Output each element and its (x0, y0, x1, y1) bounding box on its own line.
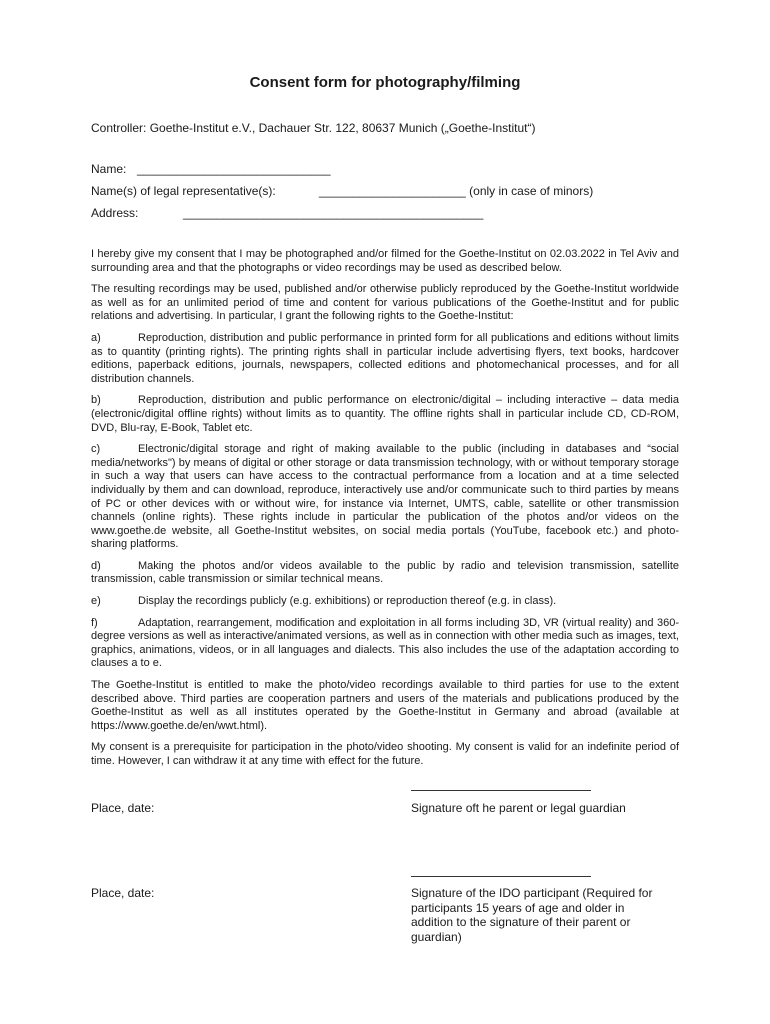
third-parties-paragraph: The Goethe-Institut is entitled to make the photo/video recordings available to third parties for use to the extent described above. Third parties are cooperation partners and users of the materials and publications produced by the Goethe-Institut as well as all institutes operated by the Goethe-Institut in Germany and abroad (available at https://www.goethe.de/en/wwt.html). (91, 679, 679, 732)
right-letter: f) (91, 616, 98, 629)
right-item-a (91, 332, 679, 386)
right-text: Display the recordings publicly (e.g. exhibitions) or reproduction thereof (e.g. in class). (138, 595, 557, 608)
right-text: Reproduction, distribution and public performance on electronic/digital – including interactive – data media (electronic/digital offline rights) without limits as to quantity. The offline rights shall in particular include CD, CD-ROM, DVD, Blu-ray, E-Book, Tablet etc. (91, 394, 679, 434)
right-text: Reproduction, distribution and public performance in printed form for all publications and editions without limits as to quantity (printing rights). The printing rights shall in particular include advertising flyers, text books, hardcover editions, paperback editions, journals, newspapers, collected editions and photomechanical processes, and for all distribution channels. (91, 331, 679, 385)
right-text: Electronic/digital storage and right of making available to the public (including in databases and “social media/networks") by means of digital or other storage or data transmission technology, with or without temporary storage in such a way that users can have access to the contractual performance from a location and at a time selected individually by them and can download, reproduce, interactively use and/or communicate such to third parties by means of PC or other devices with or without wire, for instance via Internet, UMTS, cable, satellite or other transmission channels (online rights). These rights include in particular the publication of the photos and/or videos on the www.goethe.de website, all Goethe-Institut websites, on social media portals (YouTube, facebook etc.) and photo-sharing platforms. (91, 443, 679, 551)
parent-signature-line[interactable] (411, 790, 591, 791)
right-letter: e) (91, 595, 101, 608)
participant-signature-line[interactable] (411, 876, 591, 877)
right-letter: b) (91, 394, 101, 407)
right-letter: a) (91, 331, 101, 344)
right-item-c (91, 443, 679, 552)
consent-body (91, 248, 679, 777)
right-text: Making the photos and/or videos available to the public by radio and television transmission, satellite transmission, cable transmission or similar technical means. (91, 559, 679, 586)
right-item-d (91, 560, 679, 587)
right-text: Adaptation, rearrangement, modification and exploitation in all forms including 3D, VR (virtual reality) and 360-degree versions as well as interactive/animated versions, as well as in connection with other media such as images, text, graphics, animations, videos, or in all languages and dialects. This also includes the use of the adaptation according to clauses a to e. (91, 616, 679, 670)
right-item-b (91, 394, 679, 435)
consent-paragraph: I hereby give my consent that I may be photographed and/or filmed for the Goethe-Institut on 02.03.2022 in Tel Aviv and surrounding area and that the photographs or video recordings may be used as described below. (91, 248, 679, 274)
place-date-label-1: Place, date: (91, 801, 155, 815)
legal-representative-label: Name(s) of legal representative(s): (91, 184, 276, 198)
right-letter: d) (91, 559, 101, 572)
usage-paragraph: The resulting recordings may be used, published and/or otherwise publicly reproduced by the Goethe-Institut worldwide as well as for an unlimited period of time and content for various publications of the Goethe-Institut and for public relations and advertising. In particular, I grant the following rights to the Goethe-Institut: (91, 283, 679, 323)
legal-representative-field[interactable]: ______________________ (only in case of minors) (319, 184, 594, 198)
place-date-label-2: Place, date: (91, 886, 155, 900)
right-item-f (91, 617, 679, 671)
parent-signature-label: Signature oft he parent or legal guardian (411, 801, 626, 815)
participant-signature-label: Signature of the IDO participant (Required for participants 15 years of age and older in addition to the signature of their parent or guardian) (411, 886, 653, 944)
name-label: Name: (91, 162, 127, 176)
right-letter: c) (91, 443, 101, 456)
address-field[interactable]: _____________________________________________ (183, 206, 484, 220)
name-field[interactable]: _____________________________ (137, 162, 331, 176)
prerequisite-paragraph: My consent is a prerequisite for participation in the photo/video shooting. My consent is valid for an indefinite period of time. However, I can withdraw it at any time with effect for the future. (91, 741, 679, 767)
address-label: Address: (91, 206, 139, 220)
right-item-e (91, 595, 679, 609)
page-title: Consent form for photography/filming (249, 74, 521, 91)
controller-line: Controller: Goethe-Institut e.V., Dachauer Str. 122, 80637 Munich („Goethe-Institut“) (91, 121, 536, 135)
